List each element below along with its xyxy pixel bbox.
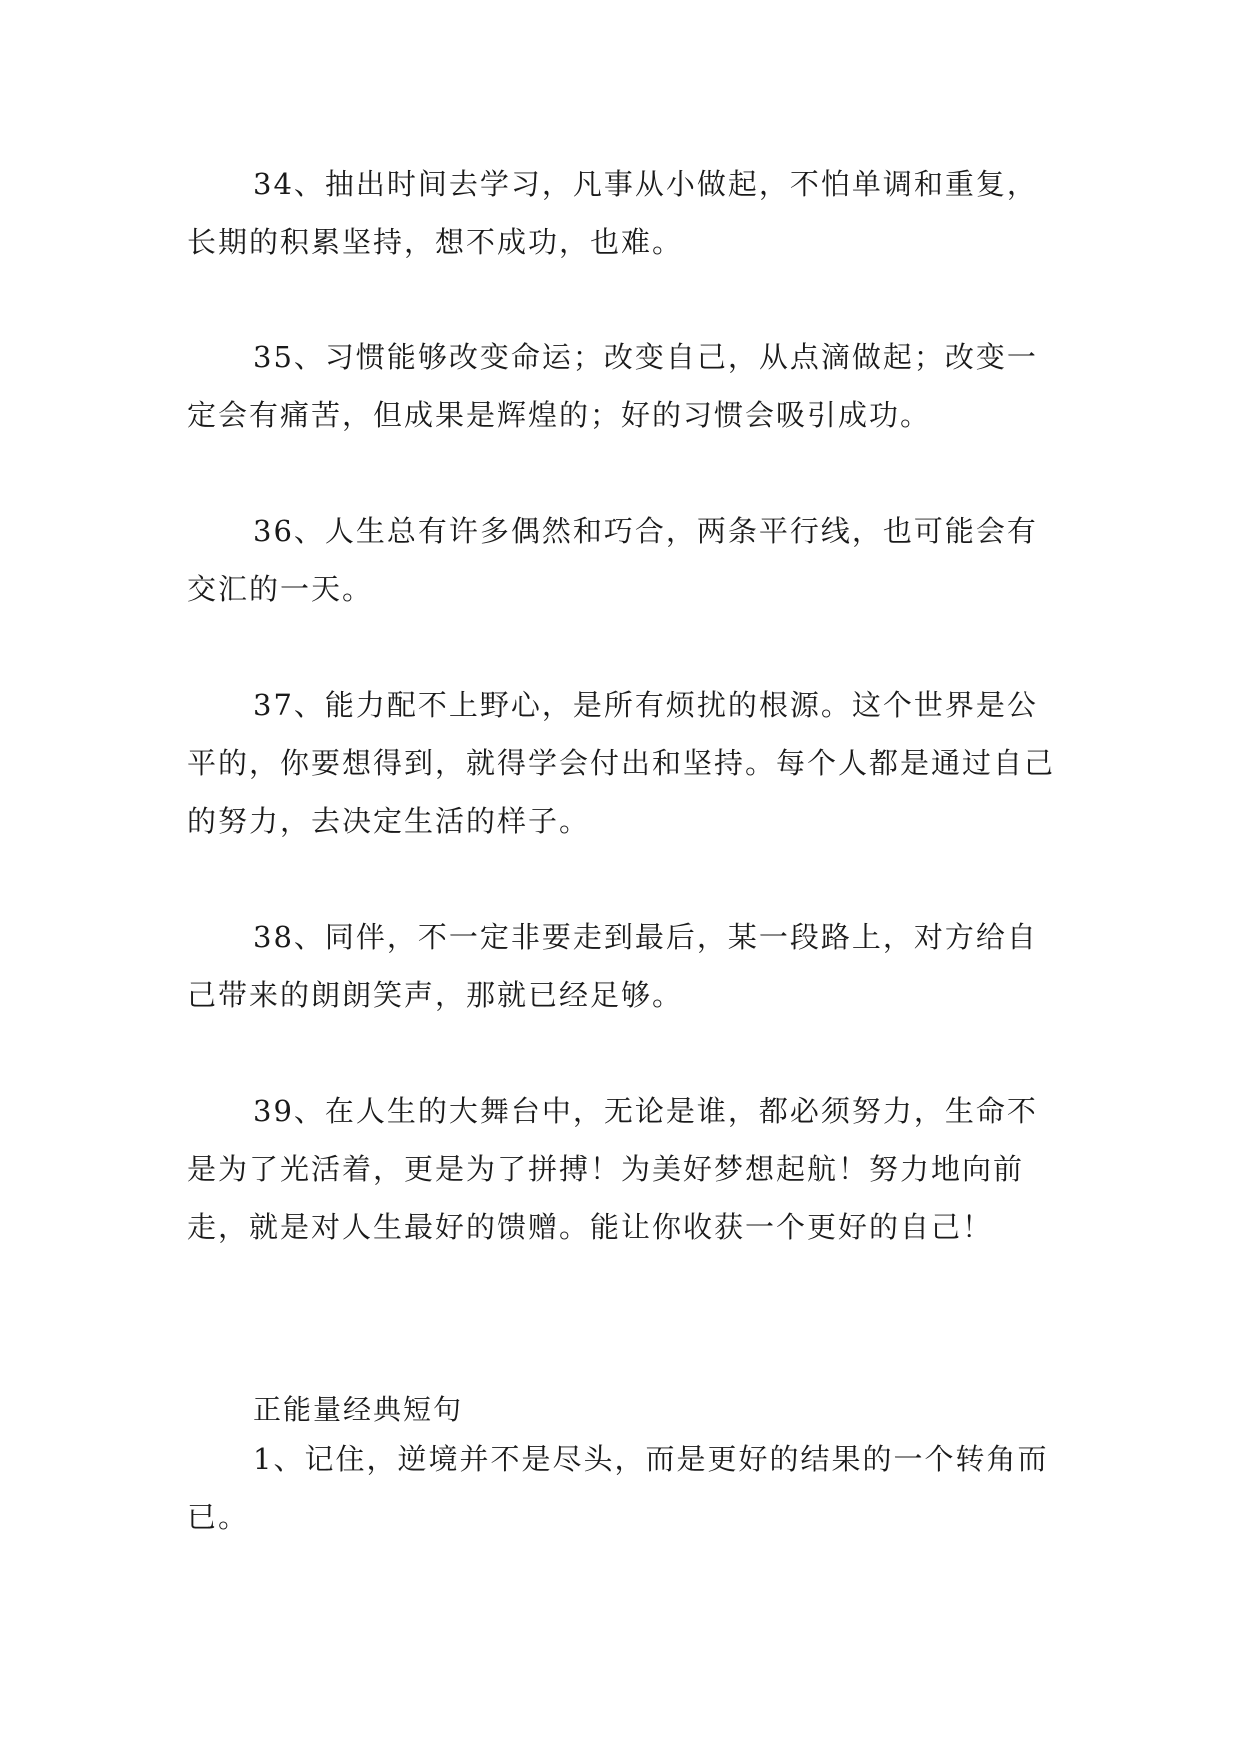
paragraph-38: 38、同伴，不一定非要走到最后，某一段路上，对方给自己带来的朗朗笑声，那就已经足够。	[187, 920, 1038, 1012]
paragraph-39: 39、在人生的大舞台中，无论是谁，都必须努力，生命不是为了光活着，更是为了拼搏！为美好梦想起航！努力地向前走，就是对人生最好的馈赠。能让你收获一个更好的自己！	[187, 1094, 1038, 1244]
section-heading: 正能量经典短句	[253, 1393, 464, 1426]
paragraph-36: 36、人生总有许多偶然和巧合，两条平行线，也可能会有交汇的一天。	[187, 514, 1038, 606]
paragraph-34: 34、抽出时间去学习，凡事从小做起，不怕单调和重复，长期的积累坚持，想不成功，也难。	[187, 167, 1038, 259]
paragraph-37: 37、能力配不上野心，是所有烦扰的根源。这个世界是公平的，你要想得到，就得学会付出和坚持。每个人都是通过自己的努力，去决定生活的样子。	[187, 688, 1056, 838]
paragraph-35: 35、习惯能够改变命运；改变自己，从点滴做起；改变一定会有痛苦，但成果是辉煌的；好的习惯会吸引成功。	[187, 340, 1038, 432]
section-paragraph-1: 1、记住，逆境并不是尽头，而是更好的结果的一个转角而已。	[187, 1442, 1049, 1534]
